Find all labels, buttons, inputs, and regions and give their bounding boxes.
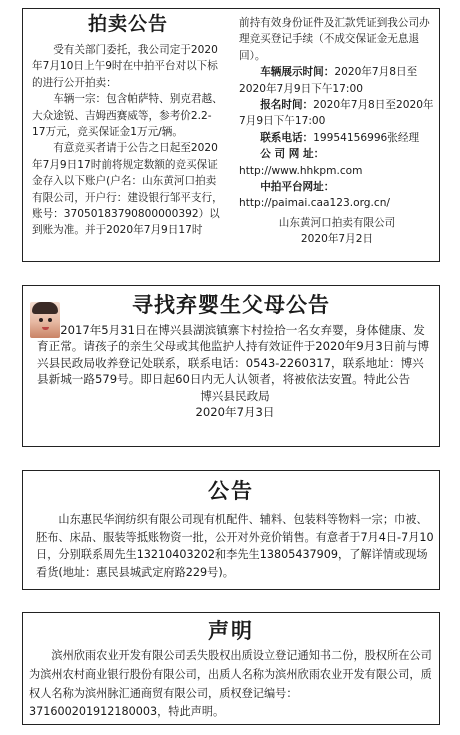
website-label: 公 司 网 址：: [260, 148, 325, 161]
phone-label: 联系电话：: [260, 131, 314, 144]
signup-time-label: 报名时间：: [260, 99, 314, 112]
statement-title: 声明: [208, 619, 254, 643]
auction-paragraph-2: 车辆一宗：包含帕萨特、别克君越、大众途锐、吉姆西赛威等，参考价2.2-17万元，竞买保证金1万元/辆。: [32, 93, 223, 139]
statement-body: [29, 647, 435, 722]
platform-value: http://paimai.caa123.org.cn/: [239, 197, 390, 210]
phone-value: 19954156996张经理: [313, 131, 420, 144]
auction-date: 2020年7月2日: [300, 233, 374, 246]
auction-website: [239, 146, 435, 179]
display-time-label: 车辆展示时间：: [260, 66, 335, 79]
find-parents-org: 博兴县民政局: [200, 388, 270, 403]
auction-paragraph-4: 前持有效身份证件及汇款凭证到我公司办理竞买登记手续（不成交保证金无息退回）。: [239, 17, 430, 62]
notice-box: [22, 470, 440, 590]
auction-paragraph-1: 受有关部门委托，我公司定于2020年7月10日上午9时在中拍平台对以下标的进行公开拍卖：: [32, 44, 218, 89]
platform-label: 中拍平台网址：: [260, 181, 335, 194]
auction-left-column: [32, 11, 224, 239]
find-parents-title: 寻找弃婴生父母公告: [132, 293, 330, 317]
auction-title: 拍卖公告: [87, 13, 168, 35]
notice-title: 公告: [208, 479, 254, 503]
statement-box: [22, 612, 440, 725]
notice-text: 山东惠民华润纺织有限公司现有机配件、辅料、包装料等物料一宗；巾被、胚布、床品、服装等抵账物资一批，公开对外竞价销售。有意者于7月4日-7月10日，分别联系周先生13210403202和李先生13805437909，了解详情或现场看货(地址：惠民县城武定府路229号)。: [36, 513, 434, 579]
find-parents-box: [22, 285, 440, 447]
find-parents-text: 2017年5月31日在博兴县湖滨镇寨卞村捡拾一名女弃婴，身体健康、发育正常。请孩子的亲生父母或其他监护人持有效证件于2020年9月3日前与博兴县民政局收养登记处联系，联系电话：0543-2260317，联系地址：博兴县新城一路579号。即日起60日内无人认领者，将被依法安置。特此公告: [37, 323, 430, 387]
auction-company: 山东黄河口拍卖有限公司: [278, 216, 396, 229]
find-parents-body: [37, 322, 433, 420]
auction-right-column: [239, 15, 435, 248]
display-time-value: 2020年7月8日至2020年7月9日下午17:00: [239, 66, 418, 95]
website-value: http://www.hhkpm.com: [239, 164, 363, 177]
statement-text: 滨州欣雨农业开发有限公司丢失股权出质设立登记通知书二份，股权所在公司为滨州农村商业银行股份有限公司，出质人名称为滨州欣雨农业开发有限公司，质权人名称为滨州脉汇通商贸有限公司，质权登记编号：371600201912180003，特此声明。: [29, 649, 432, 719]
signup-time-value: 2020年7月8日至2020年7月9日下午17:00: [239, 99, 434, 128]
auction-platform: [239, 179, 435, 212]
find-parents-date: 2020年7月3日: [195, 405, 275, 420]
auction-display-time: [239, 64, 435, 97]
auction-signup-time: [239, 97, 435, 130]
auction-notice-box: [22, 8, 440, 262]
auction-paragraph-3: 有意竞买者请于公告之日起至2020年7月9日17时前将规定数额的竞买保证金存入以下账户(户名：山东黄河口拍卖有限公司，开户行：建设银行邹平支行，账号：37050183790800000392）以到账为准。并于2020年7月9日17时: [32, 142, 223, 237]
notice-body: [36, 511, 436, 581]
auction-phone: [239, 130, 435, 146]
